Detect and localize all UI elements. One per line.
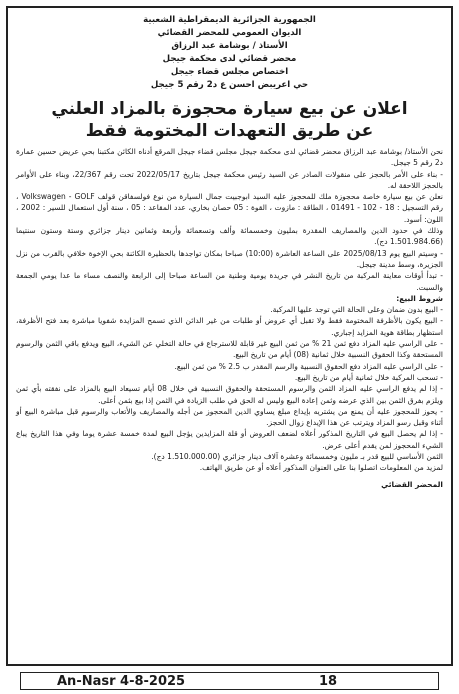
- header-address: حي اعريبض احسن ع د2 رقم 5 جيجل: [150, 80, 309, 90]
- body-paragraph: نحن الأستاذ/ بوشامة عبد الرزاق محضر قضائي لدى محكمة جيجل مجلس قضاء جيجل المرقع أدناه الكائن مكتبنا بحي عريض حسين عمارة د2 رقم 5 جيجل.: [16, 147, 443, 168]
- header-bailiff-name: الأستاذ / بوشامة عبد الرزاق: [171, 41, 288, 51]
- announcement-title: اعلان عن بيع سيارة محجوزة بالمزاد العلني: [51, 99, 408, 119]
- term-item: - إذا لم يدفع الراسي عليه المزاد الثمن والرسوم المستحقة والحقوق النسبية في خلال 08 أيام تسيعاد البيع بالمزاد على نفقته بأي ثمن ويلزم بفرق الثمن بين الذي عرضه وثمن إعادة البيع وليس له الحق في طلب الزيادة في الثمن إذا بيع بثمن أعلى.: [16, 384, 443, 405]
- header-country: الجمهورية الجزائرية الديمقراطية الشعبية: [143, 15, 316, 25]
- body-paragraph: وذلك في حدود الدين والمصاريف المقدرة بمليون وخمسمائة وألف وتسعمائة وأربعة وثمانين دينار جزائري وستة وستون سنتيما (1.501.984.66 دج).: [16, 226, 443, 247]
- term-item: - البيع يكون بالأظرفة المختومة فقط ولا تقبل أي عروض أو طلبات من غير الدائن الذي تسمح المزايدة شفويا مباشرة بعد فتح الأظرفة، استظهار بطاقة هوية المزايد إجباري.: [16, 316, 443, 337]
- term-item: - على الراسي عليه المزاد دفع الحقوق النسبية والرسم المقدر ب 2.5 % من ثمن البيع.: [174, 361, 443, 371]
- announcement-box: [6, 6, 453, 666]
- issuer-header: [16, 14, 443, 92]
- signature: المحضر القضائي: [381, 479, 443, 489]
- announcement-body: [16, 146, 443, 474]
- term-item: - إذا لم يحصل البيع في التاريخ المذكور أعلاه لضعف العروض أو قلة المزايدين يؤجل البيع لمدة خمسة عشرة يوما وفي هذا التاريخ يباع الشيء المحجوز لمن يقدم أعلى عرض.: [16, 429, 443, 450]
- page-footer: [20, 672, 439, 690]
- announcement-subtitle: عن طريق التعهدات المختومة فقط: [85, 121, 374, 141]
- header-office: الديوان العمومي للمحضر القضائي: [157, 28, 302, 38]
- header-jurisdiction: اختصاص مجلس قضاء جيجل: [170, 67, 289, 77]
- body-paragraph: - تبدأ أوقات معاينة المركبة من تاريخ النشر في جريدة يومية وطنية من الساعة صباحا إلى الرابعة والنصف مساء ما عدا يومي الجمعة والسبت.: [16, 271, 443, 292]
- body-paragraph: - بناء على الأمر بالحجز على منقولات الصادر عن السيد رئيس محكمة جيجل بتاريخ 2022/05/17 تحت رقم 22/367، وبناء على الأوامر بالحجز اللاحقة له.: [16, 169, 443, 190]
- base-price: الثمن الأساسي للبيع قدر بـ مليون وخمسمائة وعشرة آلاف دينار جزائري (1.510.000.00 دج).: [151, 452, 443, 462]
- term-item: - تسحب المركبة خلال ثمانية أيام من تاريخ البيع.: [294, 372, 443, 382]
- term-item: - البيع بدون ضمان وعلى الحالة التي توجد عليها المركبة.: [270, 305, 443, 315]
- publication-date: An-Nasr 4-8-2025: [57, 673, 186, 689]
- terms-heading: شروط البيع:: [396, 293, 443, 303]
- body-paragraph: - وسيتم البيع يوم 2025/08/13 على الساعة العاشرة (10:00) صباحا بمكان تواجدها بالحظيرة الكائنة بحي الإخوة خلافي بالقرب من نزل الجزيرة، وسط مدينة جيجل.: [16, 248, 443, 269]
- term-item: - يحوز للمحجوز عليه أن يمنع من يشتريه بإيداع مبلغ يساوي الدين المحجوز من أجله والمصاريف والأتعاب والرسوم قبل مباشرة البيع أو أثناء وقبل رسو المزاد ويترتب عن هذا الإيداع زوال الحجز.: [16, 406, 443, 428]
- header-court: محضر قضائي لدى محكمة جيجل: [162, 54, 297, 64]
- page-number: 18: [319, 673, 338, 689]
- body-paragraph: نعلن عن بيع سيارة خاصة محجوزة ملك للمحجوز عليه السيد ابوجبيت جمال السيارة من نوع فولسفاقن قولف Volkswagen - GOLF ، رقم التسجيل : 18 - 102 - 01491 ، الطاقة : مازوت ، القوة : 05 حصان بخاري، عدد المقاعد : 05 ، سنة أول استعمال للسير : 2002 ، اللون: أسود.: [16, 192, 443, 224]
- term-item: - على الراسي عليه المزاد دفع ثمن 21 % من ثمن البيع غير قابلة للاسترجاع في حالة التخلي عن الشيء، البيع ويدفع باقي الثمن والرسوم المستحقة وكذا الحقوق النسبية خلال ثمانية (08) أيام من تاريخ البيع.: [16, 339, 444, 360]
- contact-info: لمزيد من المعلومات اتصلوا بنا على العنوان المذكور أعلاه أو عن طريق الهاتف.: [199, 463, 443, 473]
